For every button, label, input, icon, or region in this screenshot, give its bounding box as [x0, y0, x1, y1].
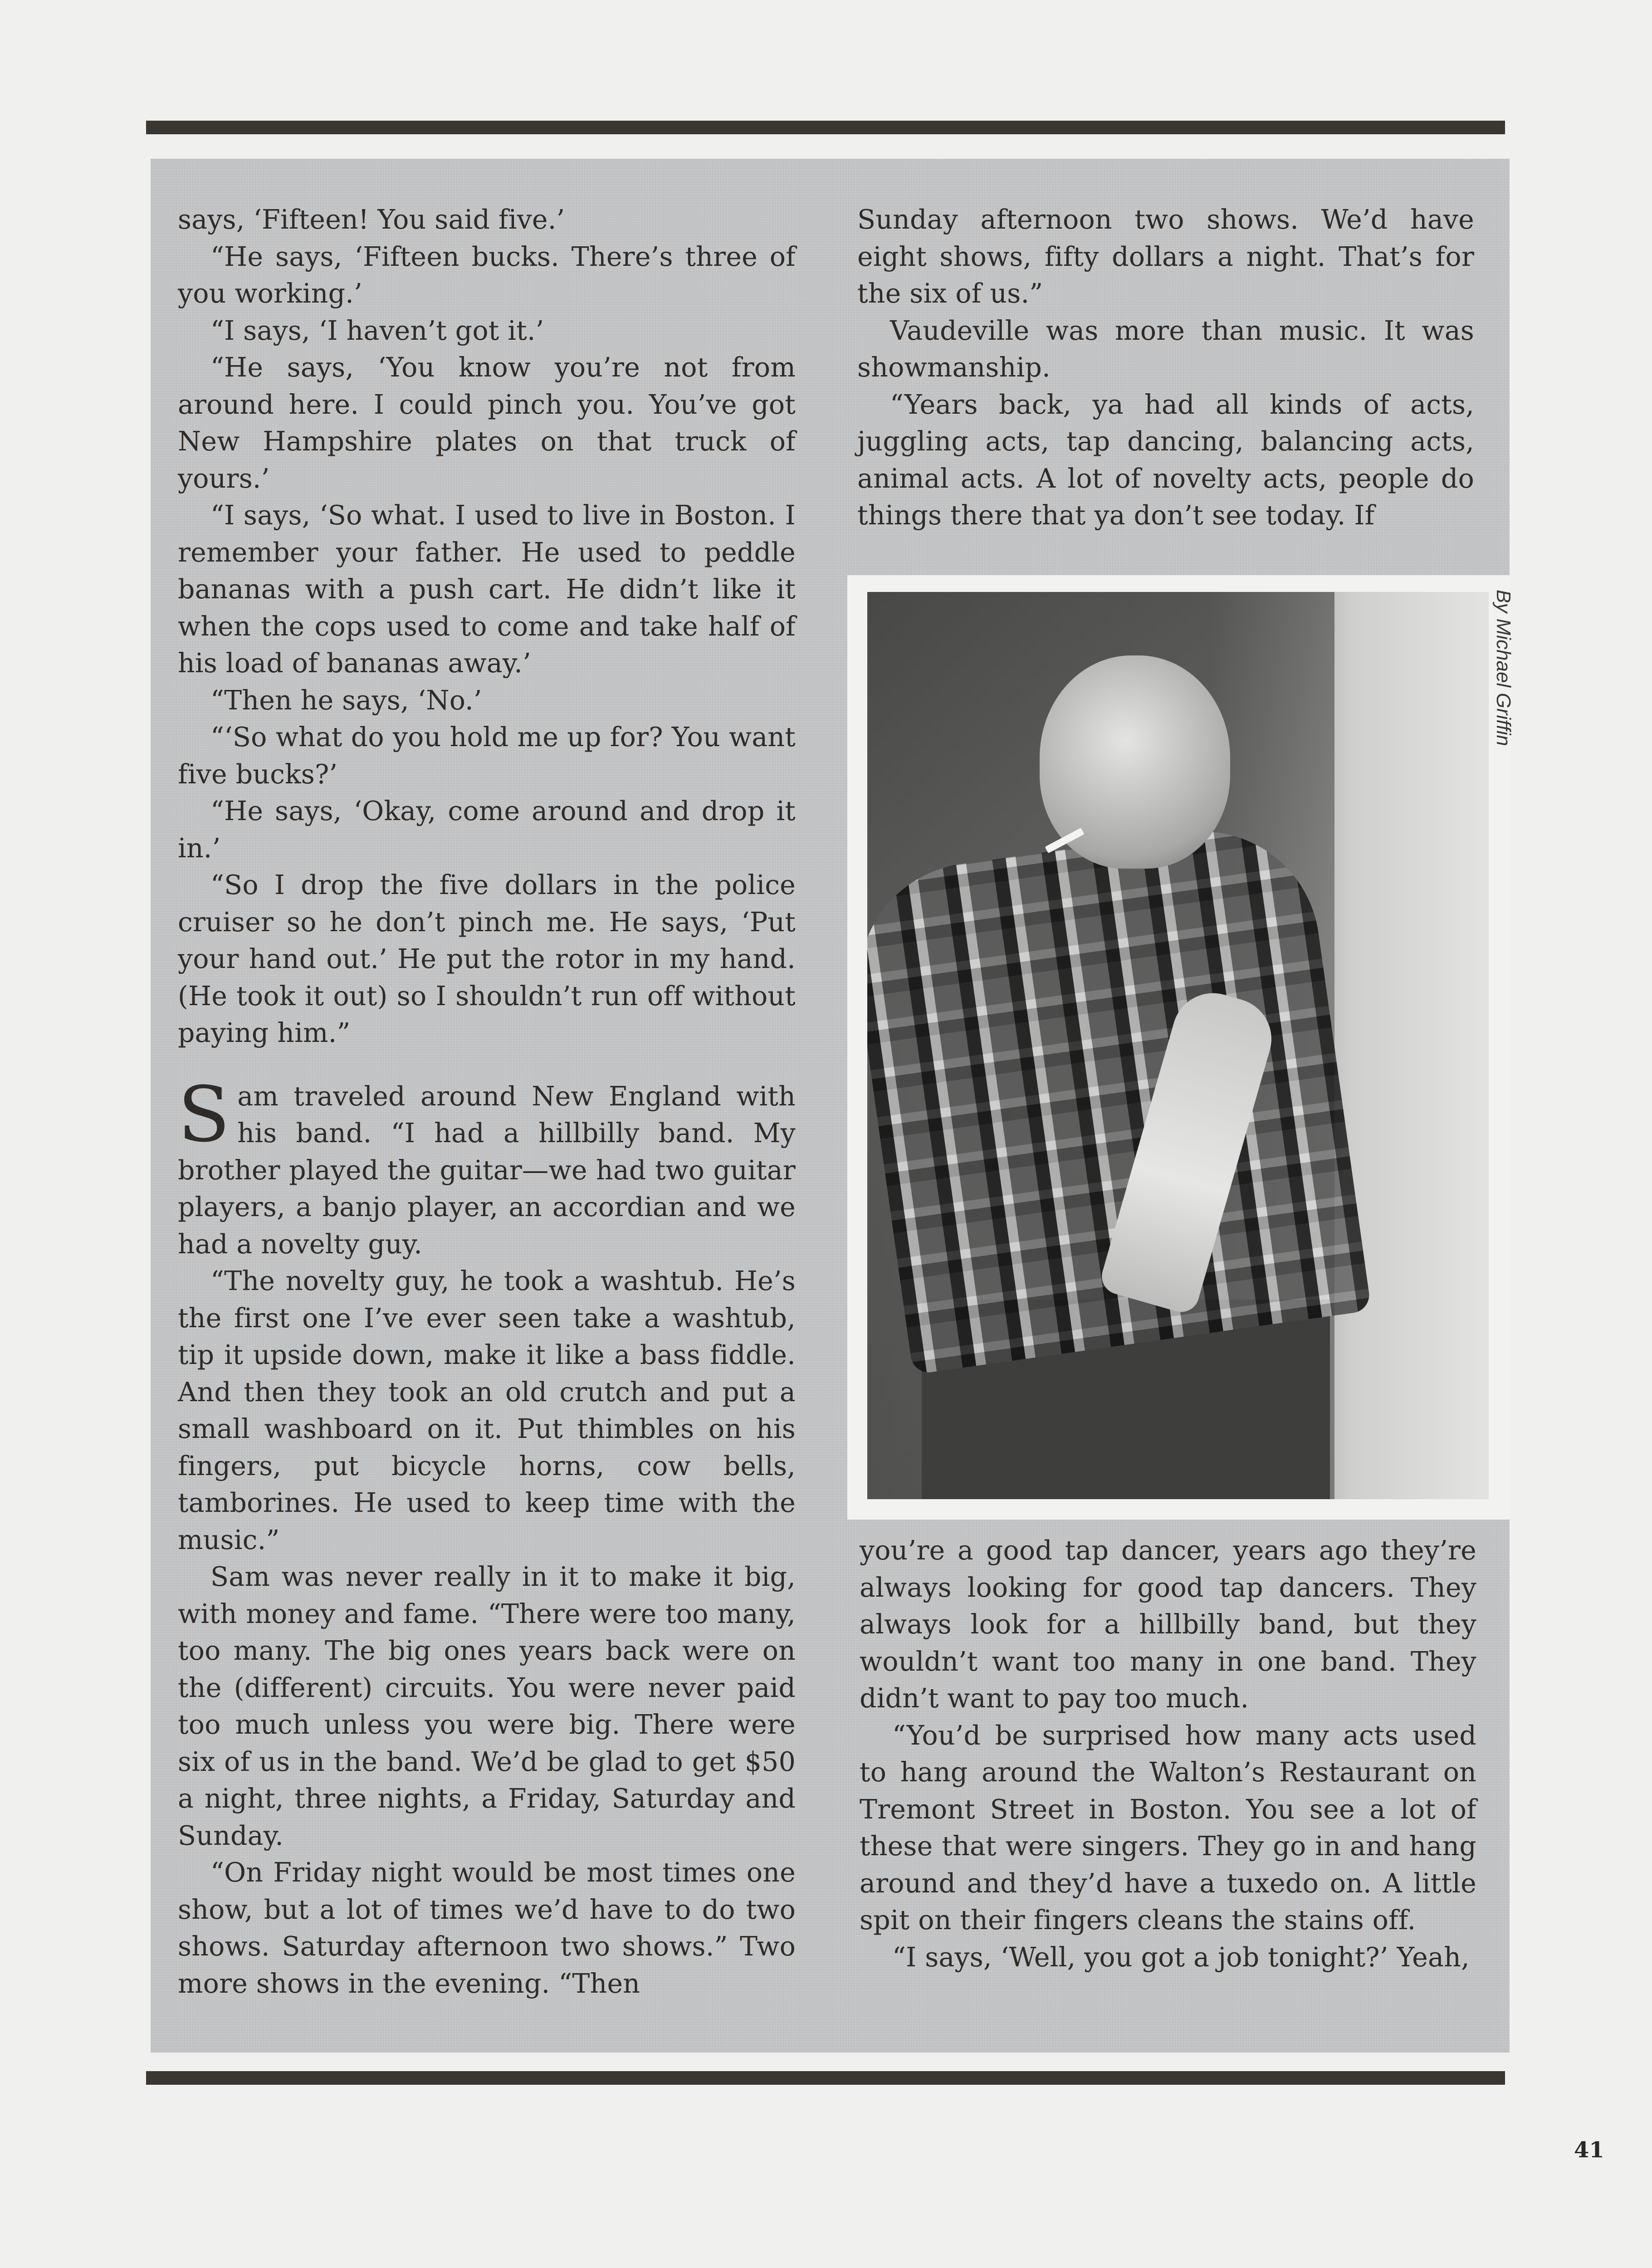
paragraph: Vaudeville was more than music. It was showmanship.: [857, 315, 1474, 383]
left-column: [178, 201, 796, 2002]
paragraph: “He says, ‘Okay, come around and drop it in.’: [178, 796, 796, 864]
paragraph: Sam was never really in it to make it big, with money and fame. “There were too many, too many. The big ones years back were on the (different) circuits. You were never paid too much unless you were big. There were six of us in the band. We’d be glad to get $50 a night, three nights, a Friday, Saturday and Sunday.: [178, 1561, 796, 1851]
right-column-top: [857, 201, 1474, 534]
top-rule: [146, 121, 1505, 134]
paragraph: “I says, ‘So what. I used to live in Boston. I remember your father. He used to peddle bananas with a push cart. He didn’t like it when the cops used to come and take half of his load of bananas away.’: [178, 500, 796, 679]
paragraph: Sunday afternoon two shows. We’d have eight shows, fifty dollars a night. That’s for the six of us.”: [857, 204, 1474, 309]
paragraph: “The novelty guy, he took a washtub. He’s the first one I’ve ever seen take a washtub, tip it upside down, make it like a bass fiddle. And then they took an old crutch and put a small washboard on it. Put thimbles on his fingers, put bicycle horns, cow bells, tamborines. He used to keep time with the music.”: [178, 1266, 796, 1555]
paragraph: “I says, ‘Well, you got a job tonight?’ Yeah,: [892, 1941, 1470, 1973]
section-opening-paragraph: Sam traveled around New England with his band. “I had a hillbilly band. My brother played the guitar—we had two guitar players, a banjo player, an accordian and we had a novelty guy.: [178, 1070, 796, 1260]
paragraph: “I says, ‘I haven’t got it.’: [210, 315, 544, 346]
right-column-bottom: [860, 1532, 1476, 1976]
page-number: 41: [1574, 2137, 1604, 2163]
paragraph: “On Friday night would be most times one show, but a lot of times we’d have to do two shows. Saturday afternoon two shows.” Two more shows in the evening. “Then: [178, 1857, 796, 1999]
paragraph: “Years back, ya had all kinds of acts, juggling acts, tap dancing, balancing acts, animal acts. A lot of novelty acts, people do things there that ya don’t see today. If: [857, 389, 1474, 531]
paragraph: “‘So what do you hold me up for? You want five bucks?’: [178, 722, 796, 790]
paragraph: says, ‘Fifteen! You said five.’: [178, 204, 565, 235]
bottom-rule: [146, 2071, 1505, 2085]
portrait-photo: [867, 592, 1489, 1499]
photo-credit: By Michael Griffin: [1492, 590, 1515, 746]
paragraph: “He says, ‘Fifteen bucks. There’s three of you working.’: [178, 241, 796, 309]
paragraph: “He says, ‘You know you’re not from around here. I could pinch you. You’ve got New Hampshire plates on that truck of yours.’: [178, 352, 796, 494]
paragraph: you’re a good tap dancer, years ago they’re always looking for good tap dancers. They always look for a hillbilly band, but they wouldn’t want too many in one band. They didn’t want to pay too much.: [860, 1535, 1476, 1714]
paragraph: “Then he says, ‘No.’: [210, 684, 482, 716]
drop-cap: S: [178, 1070, 230, 1159]
paragraph: “You’d be surprised how many acts used to hang around the Walton’s Restaurant on Tremont Street in Boston. You see a lot of these that were singers. They go in and hang around and they’d have a tuxedo on. A little spit on their fingers cleans the stains off.: [860, 1720, 1476, 1936]
paragraph: “So I drop the five dollars in the police cruiser so he don’t pinch me. He says, ‘Put your hand out.’ He put the rotor in my hand. (He took it out) so I shouldn’t run off without paying him.”: [178, 870, 796, 1048]
